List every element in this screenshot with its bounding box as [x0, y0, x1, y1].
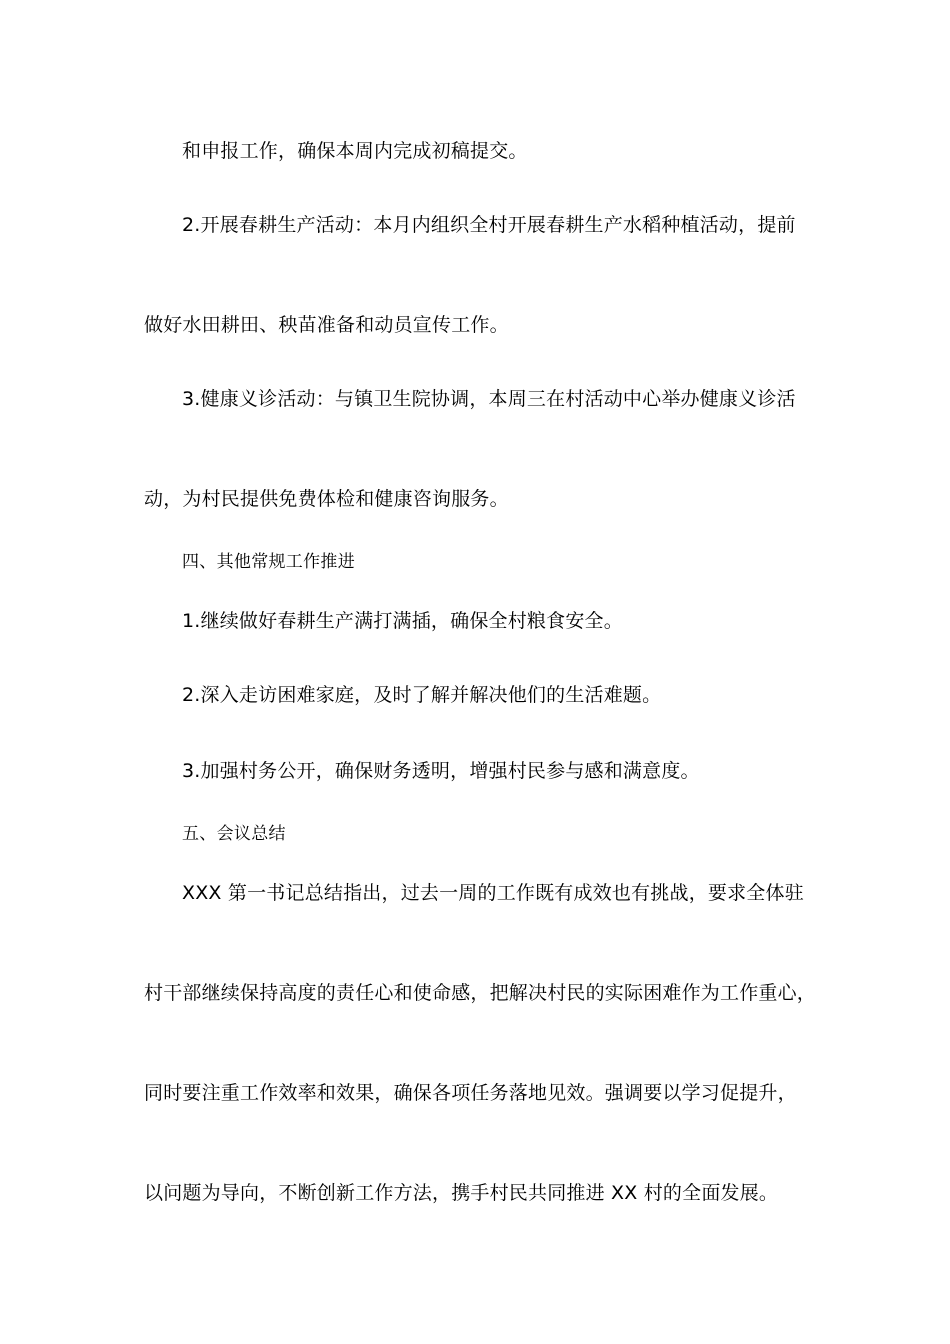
paragraph-line: XXX 第一书记总结指出，过去一周的工作既有成效也有挑战，要求全体驻 — [182, 882, 804, 904]
paragraph-line: 动，为村民提供免费体检和健康咨询服务。 — [144, 488, 509, 510]
paragraph-line: 以问题为导向，不断创新工作方法，携手村民共同推进 XX 村的全面发展。 — [144, 1182, 779, 1204]
paragraph-line: 和申报工作，确保本周内完成初稿提交。 — [182, 140, 528, 162]
paragraph-line: 2.开展春耕生产活动：本月内组织全村开展春耕生产水稻种植活动，提前 — [182, 214, 796, 236]
paragraph-line: 2.深入走访困难家庭，及时了解并解决他们的生活难题。 — [182, 684, 662, 706]
paragraph-line: 3.健康义诊活动：与镇卫生院协调，本周三在村活动中心举办健康义诊活 — [182, 388, 796, 410]
paragraph-line: 做好水田耕田、秧苗准备和动员宣传工作。 — [144, 314, 509, 336]
paragraph-line: 同时要注重工作效率和效果，确保各项任务落地见效。强调要以学习促提升， — [144, 1082, 797, 1104]
paragraph-line: 3.加强村务公开，确保财务透明，增强村民参与感和满意度。 — [182, 760, 700, 782]
paragraph-line: 村干部继续保持高度的责任心和使命感，把解决村民的实际困难作为工作重心， — [144, 982, 817, 1004]
section-heading: 四、其他常规工作推进 — [182, 552, 355, 572]
paragraph-line: 1.继续做好春耕生产满打满插，确保全村粮食安全。 — [182, 610, 623, 632]
section-heading: 五、会议总结 — [182, 824, 286, 844]
